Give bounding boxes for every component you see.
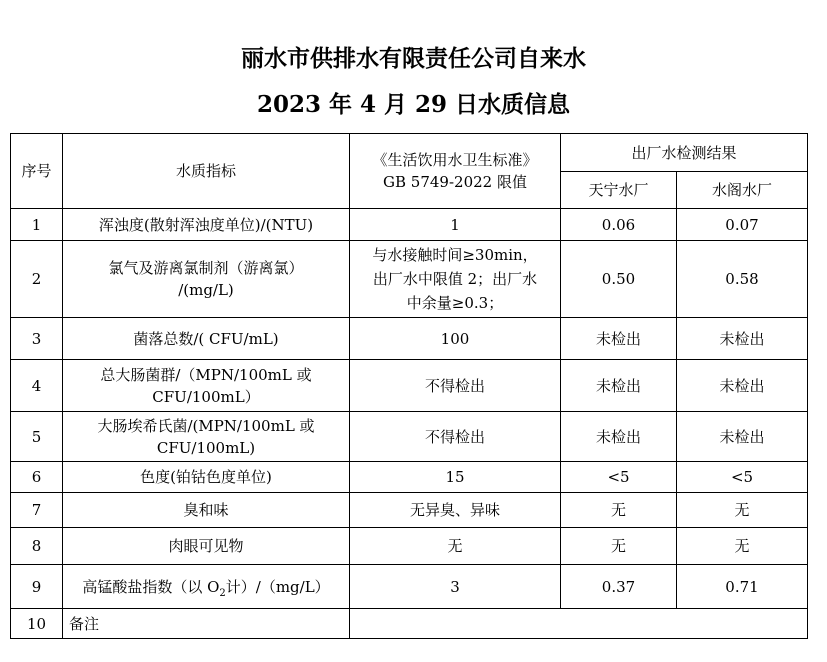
header-result-group: 出厂水检测结果 xyxy=(561,134,808,172)
row-indicator-line1: 氯气及游离氯制剂（游离氯） xyxy=(108,259,304,277)
row-indicator: 色度(铂钴色度单位) xyxy=(63,462,350,493)
header-standard-line1: 《生活饮用水卫生标准》 xyxy=(372,151,538,169)
row-plant-a: 0.37 xyxy=(561,565,677,609)
row-plant-a: 无 xyxy=(561,528,677,565)
table-row xyxy=(11,412,808,462)
remarks-label: 备注 xyxy=(63,609,350,639)
table-row xyxy=(11,360,808,412)
row-plant-a: 0.06 xyxy=(561,209,677,241)
row-plant-b: <5 xyxy=(677,462,808,493)
row-plant-a: 0.50 xyxy=(561,241,677,318)
row-standard-line1: 与水接触时间≥30min， xyxy=(372,246,538,264)
row-indicator-line2: CFU/100mL） xyxy=(152,387,260,406)
row-plant-b: 未检出 xyxy=(677,412,808,462)
remarks-content xyxy=(350,609,808,639)
row-standard: 无 xyxy=(350,528,561,565)
header-row xyxy=(11,134,808,172)
row-index: 4 xyxy=(11,360,63,412)
table-row xyxy=(11,318,808,360)
header-plant-a: 天宁水厂 xyxy=(561,172,677,209)
row-index: 10 xyxy=(11,609,63,639)
row-plant-a: 未检出 xyxy=(561,360,677,412)
table-row xyxy=(11,528,808,565)
row-indicator xyxy=(63,360,350,412)
page-subtitle: 2023 年 4 月 29 日水质信息 xyxy=(256,91,571,118)
row-indicator-line1: 总大肠菌群/（MPN/100mL 或 xyxy=(100,365,312,384)
header-plant-b: 水阁水厂 xyxy=(677,172,808,209)
row-indicator-post: 计）/（mg/L） xyxy=(225,577,330,596)
row-plant-b: 无 xyxy=(677,493,808,528)
row-plant-b: 无 xyxy=(677,528,808,565)
row-indicator: 浑浊度(散射浑浊度单位)/(NTU) xyxy=(63,209,350,241)
table-row xyxy=(11,209,808,241)
row-index: 2 xyxy=(11,241,63,318)
table-row xyxy=(11,493,808,528)
row-plant-b: 0.07 xyxy=(677,209,808,241)
row-standard: 不得检出 xyxy=(350,360,561,412)
row-indicator: 肉眼可见物 xyxy=(63,528,350,565)
row-index: 7 xyxy=(11,493,63,528)
row-standard-line3: 中余量≥0.3； xyxy=(406,294,504,312)
row-index: 6 xyxy=(11,462,63,493)
row-indicator xyxy=(63,565,350,609)
row-index: 1 xyxy=(11,209,63,241)
row-indicator: 臭和味 xyxy=(63,493,350,528)
row-indicator xyxy=(63,412,350,462)
row-index: 8 xyxy=(11,528,63,565)
row-standard: 15 xyxy=(350,462,561,493)
table-row xyxy=(11,462,808,493)
row-indicator-sub: 2 xyxy=(219,587,226,599)
row-plant-b: 未检出 xyxy=(677,360,808,412)
remarks-row xyxy=(11,609,808,639)
header-standard-line2: GB 5749-2022 限值 xyxy=(383,173,527,191)
row-plant-b: 未检出 xyxy=(677,318,808,360)
row-standard: 不得检出 xyxy=(350,412,561,462)
row-indicator-pre: 高锰酸盐指数（以 O xyxy=(82,577,220,596)
row-standard: 无异臭、异味 xyxy=(350,493,561,528)
row-indicator xyxy=(63,241,350,318)
row-plant-a: <5 xyxy=(561,462,677,493)
row-standard xyxy=(350,241,561,318)
header-standard xyxy=(350,134,561,209)
row-index: 3 xyxy=(11,318,63,360)
water-quality-table xyxy=(10,133,808,639)
header-indicator: 水质指标 xyxy=(63,134,350,209)
page-title: 丽水市供排水有限责任公司自来水 xyxy=(241,45,586,72)
row-plant-b: 0.71 xyxy=(677,565,808,609)
row-standard: 1 xyxy=(350,209,561,241)
row-plant-b: 0.58 xyxy=(677,241,808,318)
row-standard: 3 xyxy=(350,565,561,609)
row-indicator: 菌落总数/( CFU/mL) xyxy=(63,318,350,360)
row-indicator-line2: /(mg/L) xyxy=(178,281,234,299)
row-plant-a: 未检出 xyxy=(561,412,677,462)
row-plant-a: 未检出 xyxy=(561,318,677,360)
row-standard: 100 xyxy=(350,318,561,360)
row-index: 9 xyxy=(11,565,63,609)
row-plant-a: 无 xyxy=(561,493,677,528)
row-indicator-line2: CFU/100mL) xyxy=(156,438,256,457)
header-index: 序号 xyxy=(11,134,63,209)
table-row xyxy=(11,241,808,318)
row-index: 5 xyxy=(11,412,63,462)
table-row xyxy=(11,565,808,609)
row-indicator-line1: 大肠埃希氏菌/(MPN/100mL 或 xyxy=(97,416,315,435)
row-standard-line2: 出厂水中限值 2；出厂水 xyxy=(372,270,538,288)
